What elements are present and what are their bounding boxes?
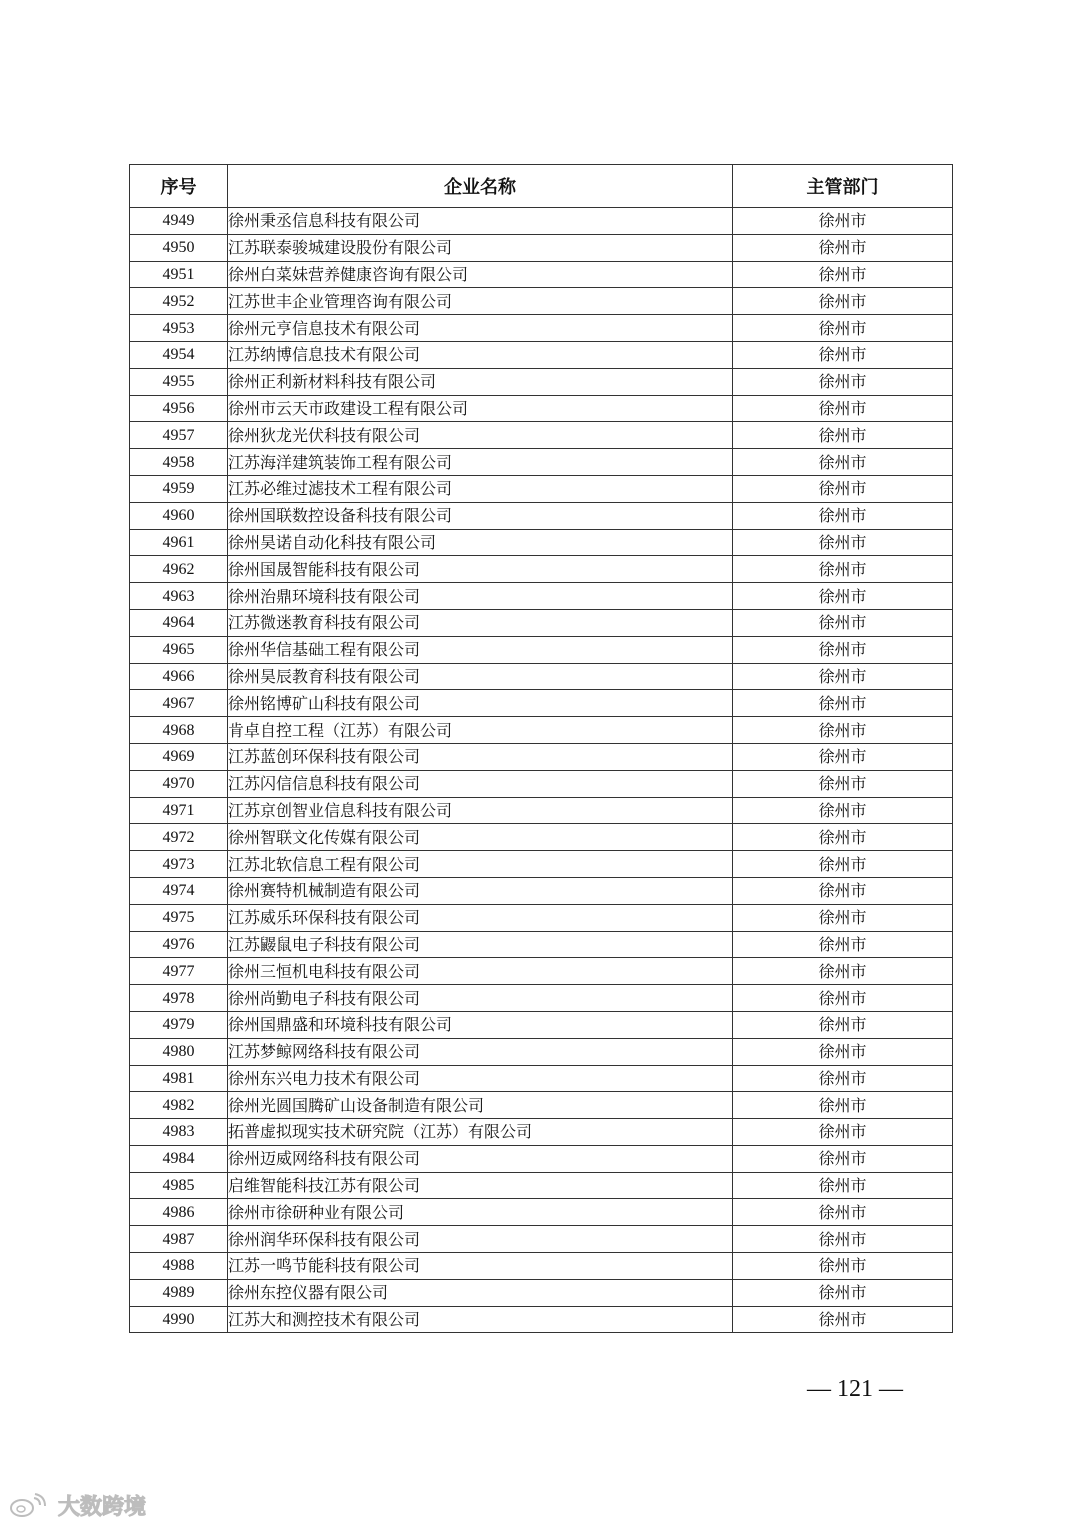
- table-row: [130, 824, 953, 851]
- row-enterprise-name: 肯卓自控工程（江苏）有限公司: [228, 717, 733, 744]
- row-enterprise-name: 徐州治鼎环境科技有限公司: [228, 583, 733, 610]
- row-enterprise-name: 江苏蓝创环保科技有限公司: [228, 743, 733, 770]
- row-enterprise-name: 徐州华信基础工程有限公司: [228, 636, 733, 663]
- watermark-text: 大数跨境: [58, 1495, 147, 1520]
- table-row: [130, 1306, 953, 1333]
- row-enterprise-name: 徐州市云天市政建设工程有限公司: [228, 395, 733, 422]
- row-department: 徐州市: [733, 208, 953, 235]
- row-seq: 4965: [130, 636, 228, 663]
- table-row: [130, 1119, 953, 1146]
- row-seq: 4980: [130, 1038, 228, 1065]
- row-enterprise-name: 江苏梦鲸网络科技有限公司: [228, 1038, 733, 1065]
- row-enterprise-name: 江苏必维过滤技术工程有限公司: [228, 475, 733, 502]
- table-row: [130, 556, 953, 583]
- row-seq: 4979: [130, 1011, 228, 1038]
- row-department: 徐州市: [733, 958, 953, 985]
- table-row: [130, 609, 953, 636]
- row-enterprise-name: 徐州尚勤电子科技有限公司: [228, 985, 733, 1012]
- row-department: 徐州市: [733, 556, 953, 583]
- row-enterprise-name: 徐州三恒机电科技有限公司: [228, 958, 733, 985]
- row-enterprise-name: 徐州国晟智能科技有限公司: [228, 556, 733, 583]
- row-seq: 4978: [130, 985, 228, 1012]
- row-department: 徐州市: [733, 636, 953, 663]
- row-department: 徐州市: [733, 1253, 953, 1280]
- table-row: [130, 208, 953, 235]
- row-seq: 4983: [130, 1119, 228, 1146]
- row-seq: 4973: [130, 851, 228, 878]
- table-row: [130, 743, 953, 770]
- row-seq: 4955: [130, 368, 228, 395]
- row-department: 徐州市: [733, 1172, 953, 1199]
- row-department: 徐州市: [733, 1011, 953, 1038]
- row-seq: 4990: [130, 1306, 228, 1333]
- row-department: 徐州市: [733, 368, 953, 395]
- row-department: 徐州市: [733, 288, 953, 315]
- row-department: 徐州市: [733, 985, 953, 1012]
- header-dept: 主管部门: [733, 165, 953, 208]
- table-row: [130, 770, 953, 797]
- row-department: 徐州市: [733, 234, 953, 261]
- row-enterprise-name: 江苏京创智业信息科技有限公司: [228, 797, 733, 824]
- row-enterprise-name: 徐州光圆国腾矿山设备制造有限公司: [228, 1092, 733, 1119]
- row-department: 徐州市: [733, 475, 953, 502]
- row-seq: 4976: [130, 931, 228, 958]
- table-row: [130, 368, 953, 395]
- row-department: 徐州市: [733, 1226, 953, 1253]
- row-enterprise-name: 江苏联泰骏城建设股份有限公司: [228, 234, 733, 261]
- row-enterprise-name: 徐州市徐研种业有限公司: [228, 1199, 733, 1226]
- row-department: 徐州市: [733, 341, 953, 368]
- row-seq: 4950: [130, 234, 228, 261]
- row-enterprise-name: 江苏世丰企业管理咨询有限公司: [228, 288, 733, 315]
- watermark: [8, 1490, 146, 1521]
- row-enterprise-name: 徐州白菜妹营养健康咨询有限公司: [228, 261, 733, 288]
- row-department: 徐州市: [733, 502, 953, 529]
- row-enterprise-name: 徐州国联数控设备科技有限公司: [228, 502, 733, 529]
- row-department: 徐州市: [733, 904, 953, 931]
- table-row: [130, 851, 953, 878]
- row-department: 徐州市: [733, 931, 953, 958]
- row-enterprise-name: 徐州昊辰教育科技有限公司: [228, 663, 733, 690]
- row-enterprise-name: 江苏一鸣节能科技有限公司: [228, 1253, 733, 1280]
- row-enterprise-name: 徐州智联文化传媒有限公司: [228, 824, 733, 851]
- row-seq: 4986: [130, 1199, 228, 1226]
- row-seq: 4971: [130, 797, 228, 824]
- row-seq: 4984: [130, 1145, 228, 1172]
- table-row: [130, 395, 953, 422]
- table-row: [130, 475, 953, 502]
- row-seq: 4958: [130, 449, 228, 476]
- row-seq: 4988: [130, 1253, 228, 1280]
- table-row: [130, 797, 953, 824]
- row-seq: 4974: [130, 877, 228, 904]
- row-seq: 4949: [130, 208, 228, 235]
- row-department: 徐州市: [733, 1065, 953, 1092]
- row-enterprise-name: 徐州狄龙光伏科技有限公司: [228, 422, 733, 449]
- row-department: 徐州市: [733, 449, 953, 476]
- table-row: [130, 1092, 953, 1119]
- row-seq: 4975: [130, 904, 228, 931]
- table-row: [130, 931, 953, 958]
- table-row: [130, 1011, 953, 1038]
- table-row: [130, 1226, 953, 1253]
- table-row: [130, 1145, 953, 1172]
- row-enterprise-name: 徐州秉丞信息科技有限公司: [228, 208, 733, 235]
- table-row: [130, 422, 953, 449]
- row-seq: 4963: [130, 583, 228, 610]
- table-row: [130, 1199, 953, 1226]
- row-department: 徐州市: [733, 877, 953, 904]
- table-row: [130, 341, 953, 368]
- row-department: 徐州市: [733, 609, 953, 636]
- row-enterprise-name: 徐州迈威网络科技有限公司: [228, 1145, 733, 1172]
- row-enterprise-name: 徐州元亨信息技术有限公司: [228, 315, 733, 342]
- row-enterprise-name: 徐州东兴电力技术有限公司: [228, 1065, 733, 1092]
- table-body: [130, 208, 953, 1333]
- header-name: 企业名称: [228, 165, 733, 208]
- row-seq: 4964: [130, 609, 228, 636]
- row-enterprise-name: 拓普虚拟现实技术研究院（江苏）有限公司: [228, 1119, 733, 1146]
- row-department: 徐州市: [733, 1092, 953, 1119]
- table-row: [130, 529, 953, 556]
- table-row: [130, 663, 953, 690]
- page-number: — 121 —: [807, 1376, 903, 1402]
- row-enterprise-name: 徐州国鼎盛和环境科技有限公司: [228, 1011, 733, 1038]
- row-seq: 4967: [130, 690, 228, 717]
- row-seq: 4966: [130, 663, 228, 690]
- table-row: [130, 985, 953, 1012]
- row-department: 徐州市: [733, 717, 953, 744]
- row-department: 徐州市: [733, 395, 953, 422]
- row-seq: 4956: [130, 395, 228, 422]
- table-row: [130, 1065, 953, 1092]
- row-enterprise-name: 徐州润华环保科技有限公司: [228, 1226, 733, 1253]
- row-department: 徐州市: [733, 797, 953, 824]
- row-seq: 4951: [130, 261, 228, 288]
- row-seq: 4961: [130, 529, 228, 556]
- row-department: 徐州市: [733, 1199, 953, 1226]
- row-enterprise-name: 江苏鼹鼠电子科技有限公司: [228, 931, 733, 958]
- row-enterprise-name: 江苏海洋建筑装饰工程有限公司: [228, 449, 733, 476]
- table-row: [130, 583, 953, 610]
- row-department: 徐州市: [733, 824, 953, 851]
- row-department: 徐州市: [733, 1306, 953, 1333]
- table-row: [130, 958, 953, 985]
- row-department: 徐州市: [733, 743, 953, 770]
- row-seq: 4972: [130, 824, 228, 851]
- row-seq: 4962: [130, 556, 228, 583]
- table-row: [130, 1253, 953, 1280]
- table-row: [130, 261, 953, 288]
- row-seq: 4981: [130, 1065, 228, 1092]
- table-row: [130, 1038, 953, 1065]
- row-seq: 4970: [130, 770, 228, 797]
- table-row: [130, 717, 953, 744]
- table-row: [130, 449, 953, 476]
- table-row: [130, 690, 953, 717]
- row-enterprise-name: 徐州昊诺自动化科技有限公司: [228, 529, 733, 556]
- row-enterprise-name: 徐州正利新材料科技有限公司: [228, 368, 733, 395]
- row-seq: 4954: [130, 341, 228, 368]
- row-enterprise-name: 江苏微迷教育科技有限公司: [228, 609, 733, 636]
- table-row: [130, 636, 953, 663]
- row-department: 徐州市: [733, 1145, 953, 1172]
- row-enterprise-name: 江苏闪信信息科技有限公司: [228, 770, 733, 797]
- weibo-logo-icon: [8, 1493, 54, 1519]
- row-enterprise-name: 徐州铭博矿山科技有限公司: [228, 690, 733, 717]
- row-department: 徐州市: [733, 261, 953, 288]
- row-department: 徐州市: [733, 770, 953, 797]
- row-department: 徐州市: [733, 315, 953, 342]
- row-seq: 4989: [130, 1279, 228, 1306]
- row-department: 徐州市: [733, 422, 953, 449]
- table-row: [130, 877, 953, 904]
- row-seq: 4987: [130, 1226, 228, 1253]
- header-seq: 序号: [130, 165, 228, 208]
- row-enterprise-name: 徐州赛特机械制造有限公司: [228, 877, 733, 904]
- table-row: [130, 904, 953, 931]
- table-row: [130, 1279, 953, 1306]
- table-row: [130, 502, 953, 529]
- row-seq: 4969: [130, 743, 228, 770]
- row-enterprise-name: 江苏威乐环保科技有限公司: [228, 904, 733, 931]
- row-department: 徐州市: [733, 690, 953, 717]
- enterprise-table: [129, 164, 953, 1333]
- row-department: 徐州市: [733, 851, 953, 878]
- row-enterprise-name: 启维智能科技江苏有限公司: [228, 1172, 733, 1199]
- table-row: [130, 1172, 953, 1199]
- row-seq: 4952: [130, 288, 228, 315]
- row-seq: 4960: [130, 502, 228, 529]
- row-seq: 4977: [130, 958, 228, 985]
- row-seq: 4985: [130, 1172, 228, 1199]
- table-row: [130, 234, 953, 261]
- row-department: 徐州市: [733, 1038, 953, 1065]
- row-enterprise-name: 江苏大和测控技术有限公司: [228, 1306, 733, 1333]
- table-row: [130, 315, 953, 342]
- row-enterprise-name: 徐州东控仪器有限公司: [228, 1279, 733, 1306]
- table-header: [130, 165, 953, 208]
- row-seq: 4959: [130, 475, 228, 502]
- row-seq: 4982: [130, 1092, 228, 1119]
- row-department: 徐州市: [733, 1119, 953, 1146]
- row-department: 徐州市: [733, 1279, 953, 1306]
- table-row: [130, 288, 953, 315]
- row-seq: 4957: [130, 422, 228, 449]
- row-seq: 4968: [130, 717, 228, 744]
- header-row: [130, 165, 953, 208]
- row-department: 徐州市: [733, 529, 953, 556]
- row-department: 徐州市: [733, 583, 953, 610]
- row-enterprise-name: 江苏北软信息工程有限公司: [228, 851, 733, 878]
- row-enterprise-name: 江苏纳博信息技术有限公司: [228, 341, 733, 368]
- row-department: 徐州市: [733, 663, 953, 690]
- row-seq: 4953: [130, 315, 228, 342]
